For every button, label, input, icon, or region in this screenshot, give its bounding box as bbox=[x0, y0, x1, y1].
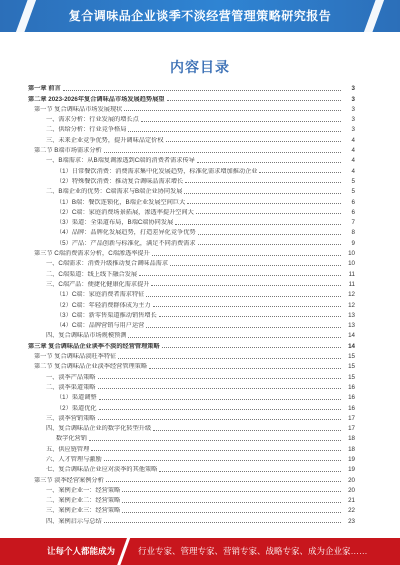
toc-dot-leader bbox=[146, 296, 341, 297]
toc-dot-leader bbox=[170, 265, 341, 266]
toc-entry-label: 四、复合调味品市场规模预测 bbox=[46, 332, 127, 340]
toc-entry-label: 第二节 B端市场需求分析 bbox=[34, 147, 102, 155]
toc-entry-page: 10 bbox=[348, 260, 355, 268]
toc-entry-page: 22 bbox=[348, 507, 355, 515]
toc-entry[interactable] bbox=[28, 339, 355, 349]
toc-dot-leader bbox=[63, 90, 341, 91]
toc-dot-leader bbox=[152, 255, 341, 256]
toc-dot-leader bbox=[99, 409, 341, 410]
toc-entry[interactable] bbox=[28, 494, 355, 504]
toc-dot-leader bbox=[104, 522, 341, 523]
toc-dot-leader bbox=[141, 121, 341, 122]
toc-dot-leader bbox=[128, 131, 341, 132]
toc-entry-page: 4 bbox=[351, 136, 355, 144]
toc-entry[interactable] bbox=[28, 288, 355, 298]
toc-dot-leader bbox=[175, 224, 341, 225]
toc-entry-label: （2）C端：家庭消费场景拓展，渗透率提升空间大 bbox=[56, 208, 194, 216]
toc-entry-page: 5 bbox=[351, 188, 355, 196]
toc-entry-label: （1）渠道调整 bbox=[56, 394, 97, 402]
toc-entry-label: （1）B端：餐饮连锁化，B端企业发展空间巨大 bbox=[56, 198, 186, 206]
toc-entry[interactable] bbox=[28, 473, 355, 483]
toc-dot-leader bbox=[198, 244, 341, 245]
toc-dot-leader bbox=[128, 337, 341, 338]
toc-entry-label: 一、C端需求：消费升级推动复合调味品需求 bbox=[46, 260, 169, 268]
toc-entry[interactable] bbox=[28, 123, 355, 133]
toc-entry-label: 一、B端需求：从B端复调渗透到C端的消费者需求传导 bbox=[46, 157, 195, 165]
toc-entry[interactable] bbox=[28, 185, 355, 195]
toc-entry[interactable] bbox=[28, 381, 355, 391]
toc-entry-page: 18 bbox=[348, 435, 355, 443]
toc-entry[interactable] bbox=[28, 484, 355, 494]
toc-entry-page: 18 bbox=[348, 445, 355, 453]
toc-entry[interactable] bbox=[28, 92, 355, 102]
toc-entry-page: 13 bbox=[348, 322, 355, 330]
toc-dot-leader bbox=[104, 152, 341, 153]
toc-entry-page: 4 bbox=[351, 147, 355, 155]
toc-dot-leader bbox=[185, 182, 341, 183]
toc-dot-leader bbox=[104, 460, 341, 461]
toc-entry-label: 二、供给分析：行业竞争格局 bbox=[46, 126, 127, 134]
toc-entry-label: 第三章 复合调味品企业谈季不淡的经营管理策略 bbox=[28, 342, 160, 350]
toc-entry-page: 8 bbox=[351, 229, 355, 237]
toc-entry-label: 第一节 复合调味品淡旺季特征 bbox=[34, 353, 117, 361]
footer-roles: 行业专家、管理专家、营销专家、战略专家、成为企业家…… bbox=[138, 546, 368, 556]
toc-dot-leader bbox=[106, 481, 341, 482]
toc-entry[interactable] bbox=[28, 267, 355, 277]
toc-dot-leader bbox=[151, 285, 341, 286]
toc-entry-label: （4）C端：品牌营销与用户运营 bbox=[56, 322, 145, 330]
toc-dot-leader bbox=[118, 358, 341, 359]
toc-entry-page: 14 bbox=[348, 342, 355, 350]
toc-entry-label: 第三节 淡季经营案例分析 bbox=[34, 476, 104, 484]
toc-entry[interactable] bbox=[28, 401, 355, 411]
toc-entry-label: 二、案例企业二：经营策略 bbox=[46, 497, 121, 505]
toc-entry-page: 15 bbox=[348, 363, 355, 371]
toc-dot-leader bbox=[98, 378, 342, 379]
toc-entry-page: 3 bbox=[351, 105, 355, 113]
toc-entry[interactable] bbox=[28, 453, 355, 463]
toc-dot-leader bbox=[98, 419, 342, 420]
toc-entry-label: 六、人才管理与激励 bbox=[46, 455, 102, 463]
toc-entry[interactable] bbox=[28, 329, 355, 339]
toc-entry-page: 3 bbox=[351, 85, 355, 93]
toc-entry-label: 四、案例启示与总结 bbox=[46, 517, 102, 525]
toc-dot-leader bbox=[139, 275, 341, 276]
toc-entry[interactable] bbox=[28, 432, 355, 442]
toc-entry-label: （1）C端：家庭消费者需求特征 bbox=[56, 291, 145, 299]
toc-dot-leader bbox=[187, 203, 341, 204]
toc-dot-leader bbox=[159, 471, 341, 472]
toc-heading: 内容目录 bbox=[170, 59, 230, 75]
toc-entry-page: 20 bbox=[348, 476, 355, 484]
toc-dot-leader bbox=[259, 172, 341, 173]
toc-dot-leader bbox=[149, 368, 341, 369]
toc-dot-leader bbox=[122, 502, 341, 503]
toc-entry-page: 13 bbox=[348, 311, 355, 319]
toc-dot-leader bbox=[198, 234, 341, 235]
toc-entry-page: 15 bbox=[348, 353, 355, 361]
toc-entry-label: 三、未来企业竞争优势，提升调味品定价权 bbox=[46, 136, 164, 144]
toc-entry-page: 20 bbox=[348, 486, 355, 494]
toc-entry-page: 5 bbox=[351, 177, 355, 185]
page-header bbox=[0, 0, 400, 32]
toc-dot-leader bbox=[122, 491, 341, 492]
toc-dot-leader bbox=[197, 162, 341, 163]
toc-entry-page: 15 bbox=[348, 373, 355, 381]
toc-entry-page: 16 bbox=[348, 394, 355, 402]
toc-entry[interactable] bbox=[28, 319, 355, 329]
toc-entry-label: （5）产品：产品创新与标准化，满足不同消费需求 bbox=[56, 239, 196, 247]
toc-entry[interactable] bbox=[28, 175, 355, 185]
toc-entry-label: 二、淡季渠道策略 bbox=[46, 383, 96, 391]
toc-entry[interactable] bbox=[28, 154, 355, 164]
toc-entry-label: 七、复合调味品企业应对淡季的其他策略 bbox=[46, 466, 158, 474]
toc-entry-page: 3 bbox=[351, 116, 355, 124]
toc-entry[interactable] bbox=[28, 309, 355, 319]
toc-entry-page: 17 bbox=[348, 425, 355, 433]
toc-entry[interactable] bbox=[28, 422, 355, 432]
toc-dot-leader bbox=[166, 141, 341, 142]
toc-dot-leader bbox=[99, 399, 341, 400]
toc-dot-leader bbox=[124, 110, 341, 111]
toc-dot-leader bbox=[184, 193, 341, 194]
toc-entry[interactable] bbox=[28, 206, 355, 216]
toc-entry[interactable] bbox=[28, 442, 355, 452]
toc-dot-leader bbox=[91, 450, 341, 451]
toc-entry-page: 21 bbox=[348, 497, 355, 505]
toc-dot-leader bbox=[167, 100, 342, 101]
toc-entry-page: 3 bbox=[351, 95, 355, 103]
toc-entry[interactable] bbox=[28, 360, 355, 370]
toc-entry-label: 一、需求分析：行业发展的增长点 bbox=[46, 116, 139, 124]
toc-dot-leader bbox=[146, 327, 341, 328]
toc-entry-label: （1）日常餐饮消费：消费需求集中化发展趋势，标准化需求增加推动企业 bbox=[56, 167, 258, 175]
toc-dot-leader bbox=[162, 347, 341, 348]
toc-entry[interactable] bbox=[28, 257, 355, 267]
toc-entry-label: （2）特殊餐饮消费：推动复合调味品需求增长 bbox=[56, 177, 184, 185]
report-title: 复合调味品企业谈季不淡经营管理策略研究报告 bbox=[68, 9, 332, 23]
toc-entry[interactable] bbox=[28, 195, 355, 205]
toc-entry-label: 第一章 前言 bbox=[28, 85, 61, 93]
toc-entry-label: 五、供应链管理 bbox=[46, 445, 90, 453]
toc-dot-leader bbox=[196, 213, 341, 214]
toc-entry-label: 数字化营销 bbox=[56, 435, 87, 443]
footer-brand: 让每个人都能成为 bbox=[47, 546, 116, 556]
toc-entry[interactable] bbox=[28, 133, 355, 143]
toc-entry-page: 12 bbox=[348, 291, 355, 299]
toc-entry[interactable] bbox=[28, 504, 355, 514]
toc-entry-page: 3 bbox=[351, 126, 355, 134]
toc-dot-leader bbox=[159, 316, 341, 317]
toc-entry-page: 4 bbox=[351, 157, 355, 165]
toc-entry-page: 10 bbox=[348, 250, 355, 258]
page-footer bbox=[0, 538, 400, 565]
toc-entry-page: 6 bbox=[351, 208, 355, 216]
toc-entry-label: （2）渠道优化 bbox=[56, 404, 97, 412]
toc-entry-label: （4）品牌：品牌化发展趋势，打造差异化竞争优势 bbox=[56, 229, 196, 237]
toc-entry[interactable] bbox=[28, 278, 355, 288]
toc-entry-page: 9 bbox=[351, 239, 355, 247]
toc-entry-page: 6 bbox=[351, 198, 355, 206]
toc-entry-label: 四、复合调味品企业的数字化转型升级 bbox=[46, 425, 152, 433]
toc-entry[interactable] bbox=[28, 236, 355, 246]
toc-entry-label: 第一节 复合调味品市场发展现状 bbox=[34, 105, 123, 113]
toc-entry-page: 23 bbox=[348, 517, 355, 525]
toc-entry-page: 11 bbox=[348, 270, 355, 278]
toc-entry-label: （2）C端：年轻消费群体成为主力 bbox=[56, 301, 151, 309]
toc-dot-leader bbox=[153, 306, 341, 307]
toc-entry-label: 三、案例企业三：经营策略 bbox=[46, 507, 121, 515]
toc-entry[interactable] bbox=[28, 247, 355, 257]
toc-entry-label: 一、淡季产品策略 bbox=[46, 373, 96, 381]
toc-entry-label: （3）渠道：全渠道布局，B端C端协同发展 bbox=[56, 219, 174, 227]
toc-entry[interactable] bbox=[28, 226, 355, 236]
toc-entry-page: 14 bbox=[348, 332, 355, 340]
toc-entry[interactable] bbox=[28, 350, 355, 360]
toc-entry[interactable] bbox=[28, 412, 355, 422]
toc-entry[interactable] bbox=[28, 514, 355, 524]
toc-entry-label: （3）C端：新零售渠道推动销售增长 bbox=[56, 311, 157, 319]
toc-entry-page: 7 bbox=[351, 219, 355, 227]
toc-entry[interactable] bbox=[28, 463, 355, 473]
toc-entry-label: 二、C端渠道：线上线下融合发展 bbox=[46, 270, 138, 278]
toc-entry-page: 16 bbox=[348, 404, 355, 412]
toc-entry-page: 19 bbox=[348, 466, 355, 474]
toc-entry-page: 12 bbox=[348, 301, 355, 309]
toc-entry-page: 16 bbox=[348, 383, 355, 391]
toc-entry-label: 一、案例企业一：经营策略 bbox=[46, 486, 121, 494]
toc-dot-leader bbox=[153, 430, 341, 431]
toc-entry[interactable] bbox=[28, 391, 355, 401]
footer-divider bbox=[115, 538, 131, 565]
toc-entry[interactable] bbox=[28, 298, 355, 308]
toc-entry-label: 二、B端企业的优势：C端需求与B端企业协同发展 bbox=[46, 188, 183, 196]
toc-dot-leader bbox=[89, 440, 341, 441]
toc-entry-label: 三、C端产品：便捷化健康化需求提升 bbox=[46, 280, 150, 288]
toc-entry-label: 三、淡季营销策略 bbox=[46, 414, 96, 422]
toc-entry[interactable] bbox=[28, 103, 355, 113]
toc-entry-page: 17 bbox=[348, 414, 355, 422]
toc-entry-page: 11 bbox=[348, 280, 355, 288]
toc-entry-label: 第三节 C端消费需求分析，C端渗透率提升 bbox=[34, 250, 150, 258]
toc-entry[interactable] bbox=[28, 113, 355, 123]
toc-dot-leader bbox=[122, 512, 341, 513]
toc-entry[interactable] bbox=[28, 164, 355, 174]
toc-entry-label: 第二节 复合调味品企业淡季经营管理策略 bbox=[34, 363, 148, 371]
toc-entry[interactable] bbox=[28, 82, 355, 92]
table-of-contents bbox=[28, 82, 355, 525]
toc-entry-page: 19 bbox=[348, 455, 355, 463]
toc-dot-leader bbox=[98, 388, 342, 389]
toc-entry-page: 4 bbox=[351, 167, 355, 175]
toc-entry[interactable] bbox=[28, 370, 355, 380]
toc-entry[interactable] bbox=[28, 144, 355, 154]
toc-entry-label: 第二章 2023-2026年复合调味品市场发展趋势展望 bbox=[28, 95, 165, 103]
toc-entry[interactable] bbox=[28, 216, 355, 226]
